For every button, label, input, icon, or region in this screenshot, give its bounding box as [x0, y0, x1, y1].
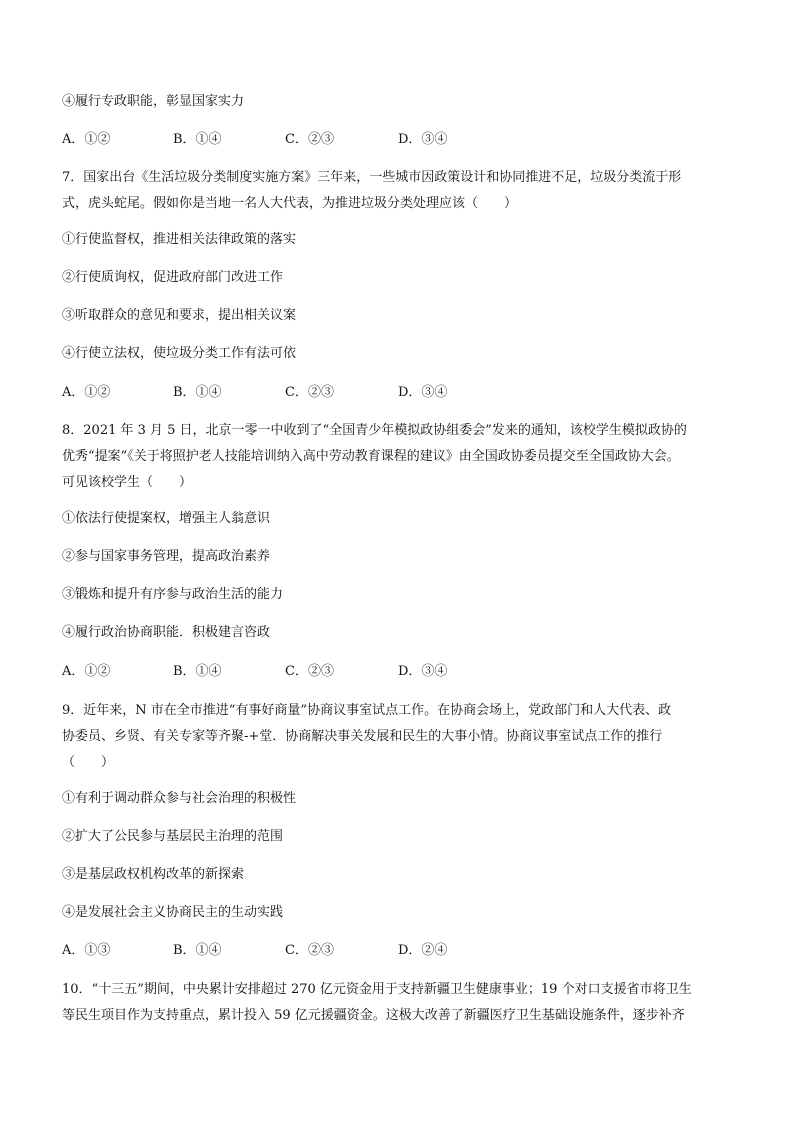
q8-option-1: ①依法行使提案权，增强主人翁意识	[62, 511, 271, 526]
q7-stem-line-1: 7．国家出台《生活垃圾分类制度实施方案》三年来，一些城市因政策设计和协同推进不足，垃圾分类流于形	[62, 170, 682, 185]
q9-option-4: ④是发展社会主义协商民主的生动实践	[62, 905, 284, 920]
q8-stem-line-3: 可见该校学生（ ）	[62, 475, 193, 490]
q7-option-1: ①行使监督权，推进相关法律政策的落实	[62, 232, 297, 247]
q6-answer-choices	[62, 130, 742, 150]
q9-option-1: ①有利于调动群众参与社会治理的积极性	[62, 791, 297, 806]
q6-choice-c: C．②③	[285, 132, 334, 147]
q8-stem-line-1: 8．2021 年 3 月 5 日，北京一零一中收到了“全国青少年模拟政协组委会”发来的通知，该校学生模拟政协的	[62, 423, 687, 438]
q9-stem-line-1: 9．近年来，N 市在全市推进“有事好商量”协商议事室试点工作。在协商会场上，党政部门和人大代表、政	[62, 703, 672, 718]
q8-choice-b: B．①④	[173, 664, 222, 679]
q9-option-2: ②扩大了公民参与基层民主治理的范围	[62, 829, 284, 844]
q7-choice-b: B．①④	[173, 385, 222, 400]
q7-stem	[62, 165, 738, 217]
q9-answer-choices	[62, 941, 742, 961]
q8-choice-d: D．③④	[398, 664, 448, 679]
q9-stem	[62, 698, 738, 776]
q6-choice-a: A．①②	[62, 132, 111, 147]
q8-answer-choices	[62, 662, 742, 682]
q9-choice-d: D．②④	[398, 943, 448, 958]
q7-choice-d: D．③④	[398, 385, 448, 400]
q9-option-3: ③是基层政权机构改革的新探索	[62, 867, 245, 882]
q10-stem-line-2: 等民生项目作为支持重点，累计投入 59 亿元援疆资金。这极大改善了新疆医疗卫生基础设施条件，逐步补齐	[62, 1008, 685, 1023]
q7-choice-c: C．②③	[285, 385, 334, 400]
q8-stem	[62, 418, 738, 496]
q9-stem-line-2: 协委员、乡贤、有关专家等齐聚-+堂．协商解决事关发展和民生的大事小情。协商议事室试点工作的推行	[62, 729, 663, 744]
q8-choice-c: C．②③	[285, 664, 334, 679]
q7-option-4: ④行使立法权，使垃圾分类工作有法可依	[62, 346, 297, 361]
q9-stem-line-3: （ ）	[62, 755, 115, 770]
q9-choice-a: A．①③	[62, 943, 111, 958]
q9-choice-c: C．②③	[285, 943, 334, 958]
q8-option-3: ③锻炼和提升有序参与政治生活的能力	[62, 587, 284, 602]
q10-stem	[62, 977, 738, 1029]
q10-stem-line-1: 10．“十三五”期间，中央累计安排超过 270 亿元资金用于支持新疆卫生健康事业；19 个对口支援省市将卫生	[62, 982, 692, 997]
q7-choice-a: A．①②	[62, 385, 111, 400]
q6-option-4: ④履行专政职能，彰显国家实力	[62, 94, 245, 109]
q7-option-3: ③听取群众的意见和要求，提出相关议案	[62, 308, 297, 323]
q8-option-2: ②参与国家事务管理，提高政治素养	[62, 549, 271, 564]
q6-choice-d: D．③④	[398, 132, 448, 147]
q7-answer-choices	[62, 383, 742, 403]
q6-choice-b: B．①④	[173, 132, 222, 147]
q7-option-2: ②行使质询权，促进政府部门改进工作	[62, 270, 284, 285]
q8-option-4: ④履行政治协商职能．积极建言咨政	[62, 625, 271, 640]
q9-choice-b: B．①④	[173, 943, 222, 958]
q8-choice-a: A．①②	[62, 664, 111, 679]
q7-stem-line-2: 式，虎头蛇尾。假如你是当地一名人大代表，为推进垃圾分类处理应该（ ）	[62, 196, 518, 211]
q8-stem-line-2: 优秀“提案”《关于将照护老人技能培训纳入高中劳动教育课程的建议》由全国政协委员提交至全国政协大会。	[62, 449, 680, 464]
